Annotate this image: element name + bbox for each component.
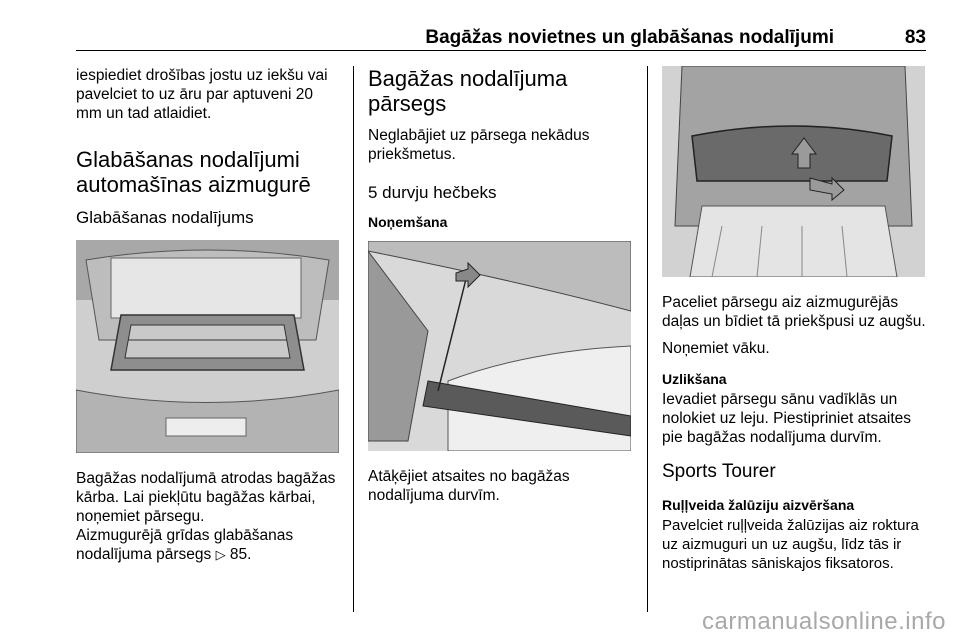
- removal-caption: Atāķējiet atsaites no bagāžas nodalījuma durvīm.: [368, 468, 570, 504]
- column-2: [368, 66, 633, 513]
- load-cover-warning: Neglabājiet uz pārsega nekādus priekšmetus.: [368, 127, 590, 163]
- column-3: [662, 66, 927, 581]
- intro-text: iespiediet drošības jostu uz iekšu vai pavelciet to uz āru par aptuveni 20 mm un tad atlaidiet.: [76, 67, 328, 122]
- floor-cover-label: Aizmugurējā grīdas glabāšanas nodalījuma pārsegs: [76, 527, 294, 563]
- remove-cover-text: Noņemiet vāku.: [662, 340, 770, 357]
- installation-text: Ievadiet pārsegu sānu vadīklās un nolokiet uz leju. Piestipriniet atsaites pie bagāžas nodalījuma durvīm.: [662, 391, 911, 446]
- subheading-5-door-hatchback: 5 durvju hečbeks: [368, 183, 497, 202]
- column-divider-2: [647, 66, 648, 612]
- subheading-removal: Noņemšana: [368, 214, 448, 230]
- section-heading-load-cover: Bagāžas nodalījuma pārsegs: [368, 66, 568, 116]
- load-cover-lift-image: [662, 66, 925, 277]
- page-header: [76, 24, 926, 51]
- section-heading-sports-tourer: Sports Tourer: [662, 461, 776, 482]
- subheading-roller-blind-closing: Ruļļveida žalūziju aizvēršana: [662, 497, 855, 513]
- floor-cover-text: [76, 526, 341, 565]
- subheading-installation: Uzlikšana: [662, 371, 727, 387]
- triangle-right-icon: ▷: [215, 548, 226, 563]
- watermark: carmanualsonline.info: [702, 608, 946, 635]
- load-cover-removal-image: [368, 241, 631, 451]
- lift-instruction: Paceliet pārsegu aiz aizmugurējās daļas un bīdiet tā priekšpusi uz augšu.: [662, 294, 926, 330]
- storage-body-text: Bagāžas nodalījumā atrodas bagāžas kārba. Lai piekļūtu bagāžas kārbai, noņemiet pārsegu.: [76, 470, 336, 525]
- column-1: [76, 66, 341, 573]
- section-heading-storage: Glabāšanas nodalījumi automašīnas aizmugurē: [76, 147, 311, 197]
- cross-reference-page: 85.: [229, 546, 252, 563]
- page-number: 83: [904, 27, 926, 48]
- roller-blind-text: Pavelciet ruļļveida žalūzijas aiz roktura uz aizmuguri un uz augšu, līdz tās ir nostiprinātas sāniskajos fiksatoros.: [662, 517, 919, 572]
- subheading-storage-compartment: Glabāšanas nodalījums: [76, 208, 254, 227]
- trunk-storage-box-image: [76, 240, 339, 453]
- column-divider-1: [353, 66, 354, 612]
- page-title: Bagāžas novietnes un glabāšanas nodalījumi: [425, 27, 834, 48]
